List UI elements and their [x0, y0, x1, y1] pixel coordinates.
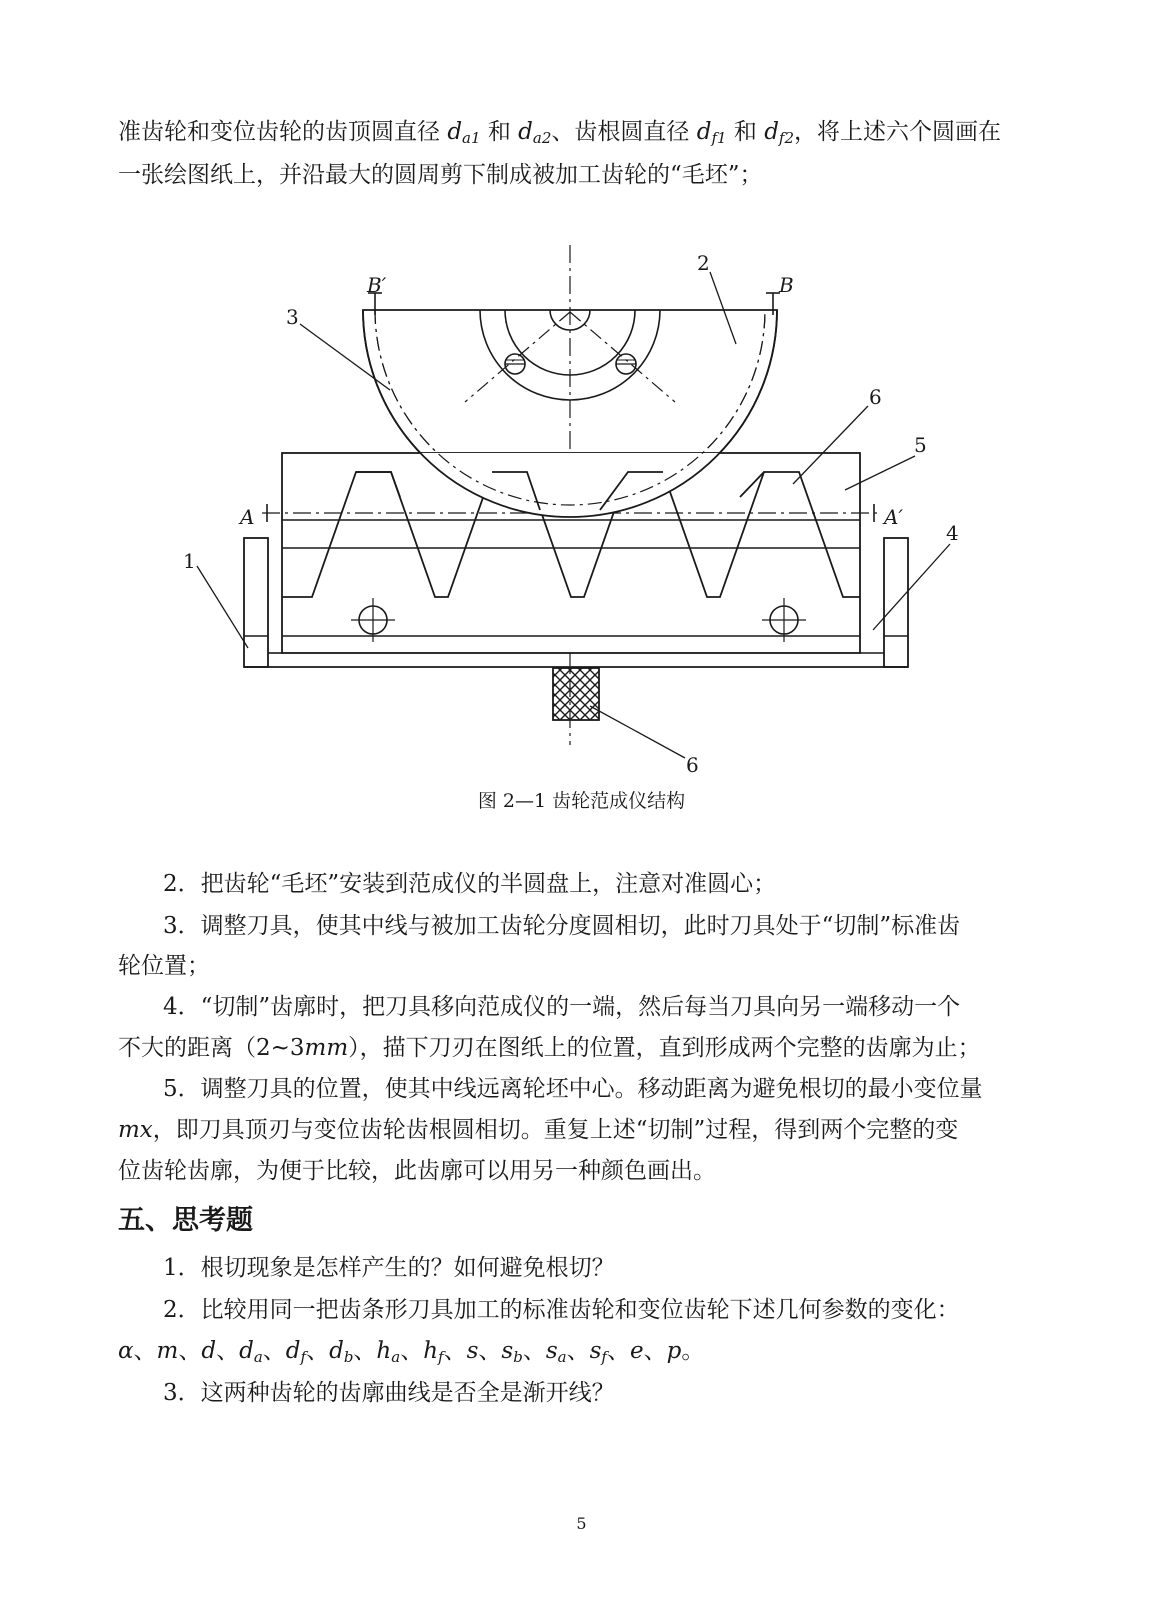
label-4: 4: [946, 521, 959, 545]
step-4-line-2: 不大的距离（2~3mm），描下刀刃在图纸上的位置，直到形成两个完整的齿廓为止；: [118, 1035, 981, 1061]
leader-2: [710, 272, 736, 344]
page-number: 5: [576, 1514, 587, 1533]
right-side-plate: [884, 538, 908, 667]
leader-1: [197, 566, 248, 648]
step-4-line-1: 4．“切制”齿廓时，把刀具移向范成仪的一端，然后每当刀具向另一端移动一个: [163, 994, 961, 1020]
question-2-params: α、m、d、$d_a$、$d_f$、$d_b$、$h_a$、$h_f$、s、$s_b$、$s_a$、$s_f$、e、p。: [118, 1338, 705, 1366]
label-b-prime: B′: [367, 273, 387, 297]
label-b: B: [779, 273, 794, 297]
step-3-line-1: 3．调整刀具，使其中线与被加工齿轮分度圆相切，此时刀具处于“切制”标准齿: [163, 913, 961, 939]
label-6-lower: 6: [686, 753, 699, 777]
step-5-line-3: 位齿轮齿廓，为便于比较，此齿廓可以用另一种颜色画出。: [118, 1158, 716, 1184]
leader-3: [300, 324, 390, 390]
label-5: 5: [914, 433, 927, 457]
label-2: 2: [697, 251, 710, 275]
label-a: A: [240, 505, 255, 529]
question-3: 3．这两种齿轮的齿廓曲线是否全是渐开线？: [163, 1380, 615, 1406]
question-1: 1．根切现象是怎样产生的？如何避免根切？: [163, 1255, 615, 1281]
gear-generator-figure: [0, 0, 1163, 800]
label-1: 1: [183, 549, 196, 573]
label-3: 3: [286, 305, 299, 329]
adjustment-knob: [553, 668, 599, 720]
leader-6-lower: [590, 706, 685, 758]
intro-line-1: 准齿轮和变位齿轮的齿顶圆直径 $d_{a1}$ 和 $d_{a2}$、齿根圆直径 $d_{f1}$ 和 $d_{f2}$，将上述六个圆画在: [118, 119, 1002, 147]
label-a-prime: A′: [884, 505, 903, 529]
step-5-line-2: mx，即刀具顶刃与变位齿轮齿根圆相切。重复上述“切制”过程，得到两个完整的变: [118, 1117, 959, 1143]
step-5-line-1: 5．调整刀具的位置，使其中线远离轮坯中心。移动距离为避免根切的最小变位量: [163, 1076, 983, 1102]
figure-caption: 图 2—1 齿轮范成仪结构: [477, 790, 686, 812]
step-2: 2．把齿轮“毛坯”安装到范成仪的半圆盘上，注意对准圆心；: [163, 871, 777, 897]
intro-line-2: 一张绘图纸上，并沿最大的圆周剪下制成被加工齿轮的“毛坯”；: [118, 162, 763, 188]
question-2-line-1: 2．比较用同一把齿条形刀具加工的标准齿轮和变位齿轮下述几何参数的变化：: [163, 1297, 960, 1323]
section-heading: 五、思考题: [118, 1205, 253, 1236]
label-6-upper: 6: [869, 385, 882, 409]
step-3-line-2: 轮位置；: [118, 953, 210, 979]
